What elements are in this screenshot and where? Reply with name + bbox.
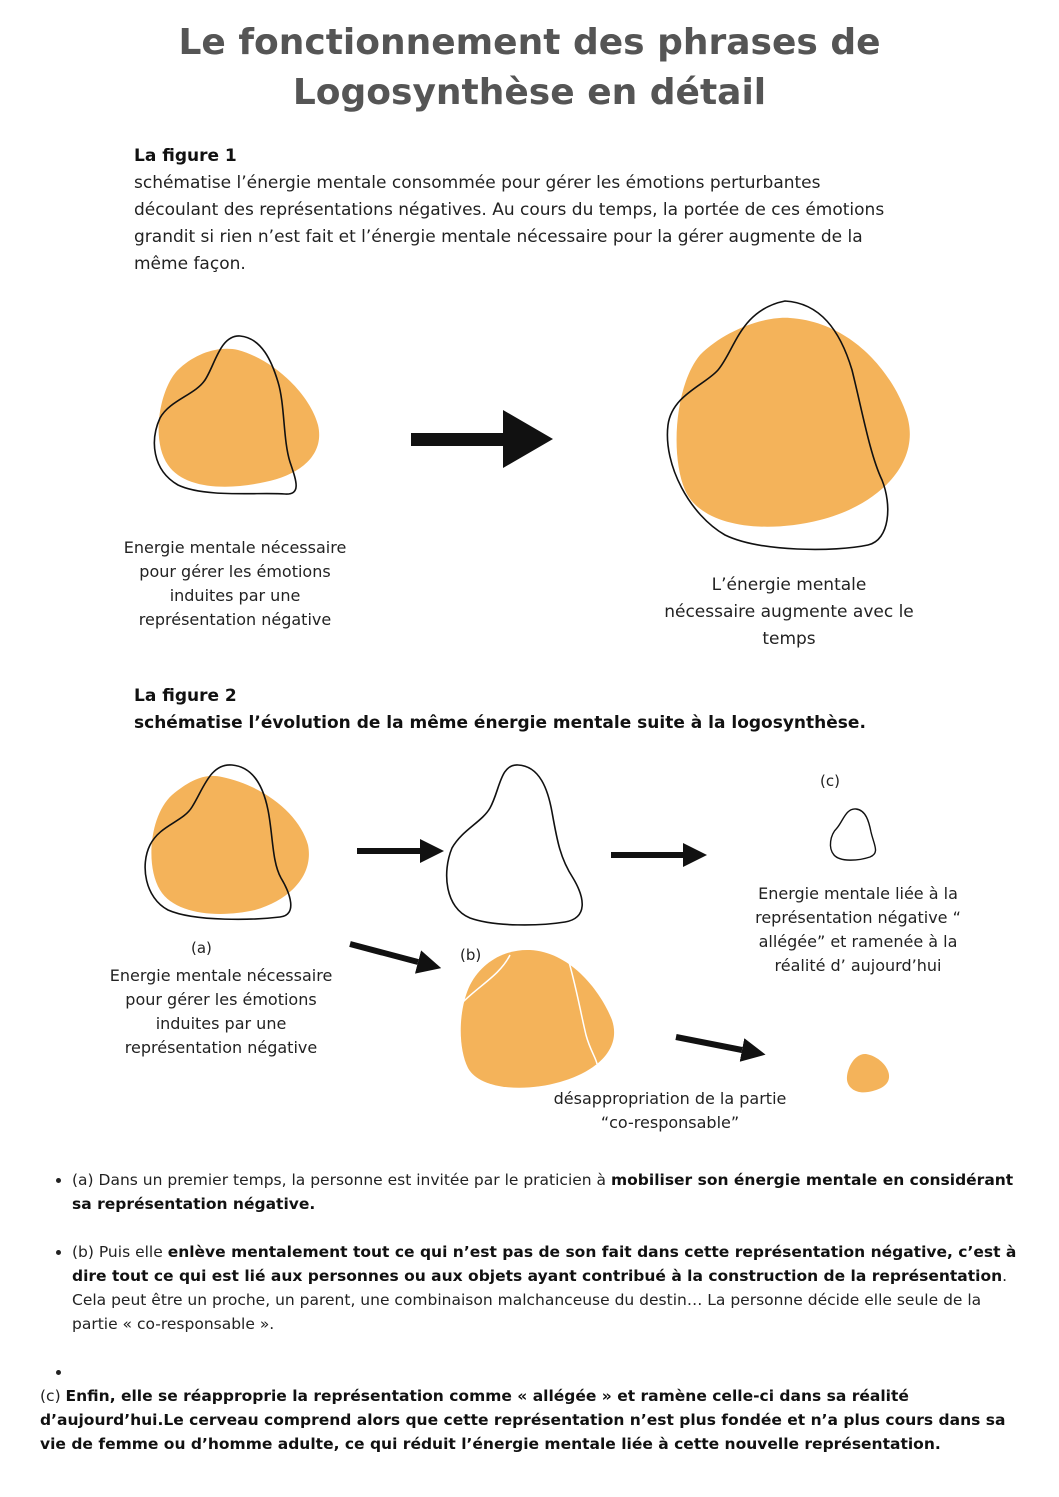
- figure2-label-c: (c): [820, 772, 840, 790]
- bullet-a-bold: mobiliser son énergie mentale en considérant sa représentation négative.: [72, 1171, 1014, 1213]
- fig1-right-blob: [677, 318, 910, 527]
- fig2-b-blob: [461, 950, 614, 1088]
- bullet-a: [72, 1168, 1025, 1216]
- figure2-caption-c: Energie mentale liée à la représentation négative “ allégée” et ramenée à la réalité d’ aujourd’hui: [755, 884, 961, 975]
- fig1-left-blob: [159, 349, 320, 487]
- figure1-heading: La figure 1: [134, 146, 237, 166]
- fig2-c-outline: [830, 809, 875, 860]
- bullet-b-suffix: . Cela peut être un proche, un parent, une combinaison malchanceuse du destin… La personne décide elle seule de la partie « co-responsable ».: [72, 1267, 1008, 1333]
- figure1-caption-left: Energie mentale nécessaire pour gérer les émotions induites par une représentation négative: [123, 538, 347, 629]
- figure2-label-a: (a): [191, 939, 212, 957]
- figure2-caption-b: désappropriation de la partie “co-responsable”: [553, 1089, 787, 1132]
- fig2-arrow-3: [350, 944, 418, 962]
- bullet-c-empty: [72, 1360, 1025, 1384]
- figure2-description: schématise l’évolution de la même énergie mentale suite à la logosynthèse.: [134, 713, 866, 733]
- figure2-heading: La figure 2: [134, 686, 237, 706]
- bullet-b-text: (b) Puis elle: [72, 1243, 168, 1261]
- fig2-small-blob: [847, 1054, 889, 1092]
- figure1-caption-right: L’énergie mentale nécessaire augmente avec le temps: [664, 575, 914, 649]
- explanation-list: [40, 1168, 1025, 1456]
- figure2-caption-a: Energie mentale nécessaire pour gérer les émotions induites par une représentation négative: [109, 966, 333, 1057]
- figure1-description: schématise l’énergie mentale consommée pour gérer les émotions perturbantes découlant des représentations négatives. Au cours du temps, la portée de ces émotions grandit si rien n’est fait et l’énergie mentale nécessaire pour la gérer augmente de la même façon.: [134, 173, 885, 274]
- paragraph-c-bold: Enfin, elle se réapproprie la représentation comme « allégée » et ramène celle-ci dans sa réalité d’aujourd’hui.Le cerveau comprend alors que cette représentation n’est plus fondée et n’a plus cours dans sa vie de femme ou d’homme adulte, ce qui réduit l’énergie mentale liée à cette nouvelle représentation.: [40, 1387, 1006, 1453]
- fig2-arrow-4: [676, 1037, 742, 1050]
- paragraph-c: [40, 1384, 1025, 1456]
- page-title: Le fonctionnement des phrases de Logosynthèse en détail: [178, 22, 881, 113]
- paragraph-c-text: (c): [40, 1387, 66, 1405]
- fig2-middle-outline: [447, 765, 583, 925]
- bullet-b: [72, 1240, 1025, 1336]
- fig2-a-blob: [151, 776, 309, 914]
- fig1-arrow: [411, 410, 553, 468]
- bullet-b-bold: enlève mentalement tout ce qui n’est pas de son fait dans cette représentation négative, c’est à dire tout ce qui est lié aux personnes ou aux objets ayant contribué à la construction de la représentation: [72, 1243, 1017, 1285]
- figure2-label-b: (b): [460, 946, 482, 964]
- bullet-a-text: (a) Dans un premier temps, la personne est invitée par le praticien à: [72, 1171, 611, 1189]
